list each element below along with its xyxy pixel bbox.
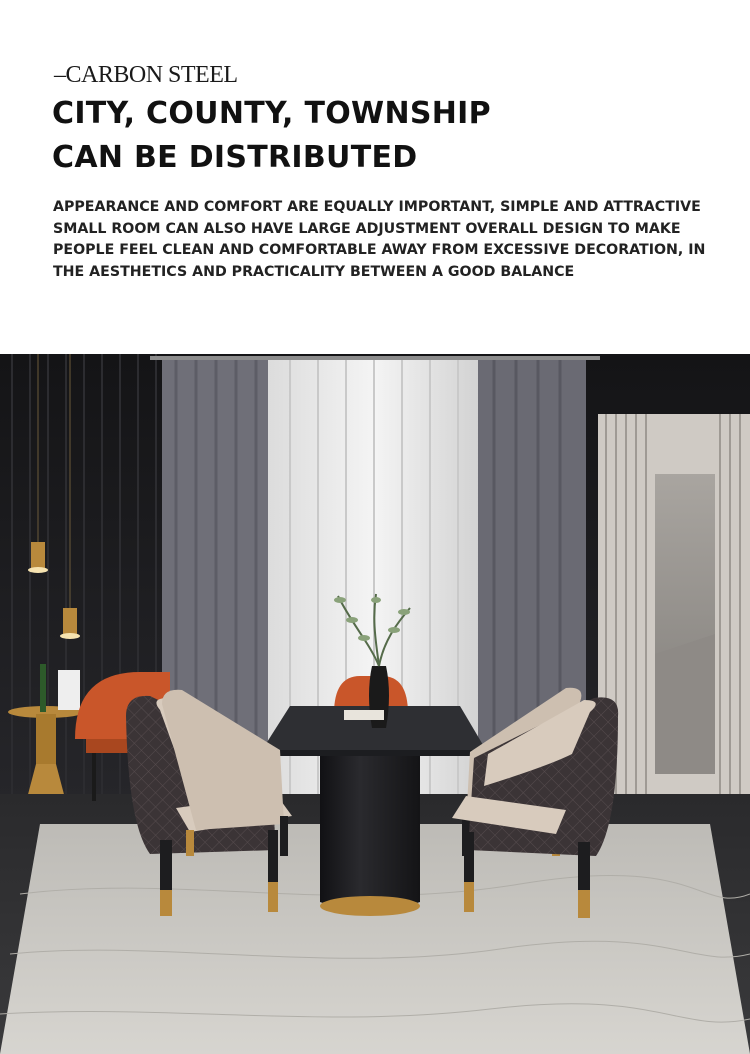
dining-room-illustration: [0, 354, 750, 1054]
body-line: THE AESTHETICS AND PRACTICALITY BETWEEN A GOOD BALANCE: [53, 264, 575, 281]
headline: [52, 92, 491, 180]
distant-room-floor: [655, 634, 715, 774]
text-header: [0, 0, 750, 354]
curtain-rod: [150, 356, 600, 360]
headline-line: CITY, COUNTY, TOWNSHIP: [52, 96, 491, 131]
body-line: APPEARANCE AND COMFORT ARE EQUALLY IMPORTANT, SIMPLE AND ATTRACTIVE: [53, 199, 701, 215]
body-copy: [53, 197, 713, 284]
dining-set-photo: [0, 354, 750, 1054]
headline-line: CAN BE DISTRIBUTED: [52, 140, 418, 175]
body-line: SMALL ROOM CAN ALSO HAVE LARGE ADJUSTMENT OVERALL DESIGN TO MAKE: [53, 220, 681, 237]
eyebrow-label: –CARBON STEEL: [54, 62, 238, 88]
body-line: PEOPLE FEEL CLEAN AND COMFORTABLE AWAY FROM EXCESSIVE DECORATION, IN: [53, 242, 706, 259]
